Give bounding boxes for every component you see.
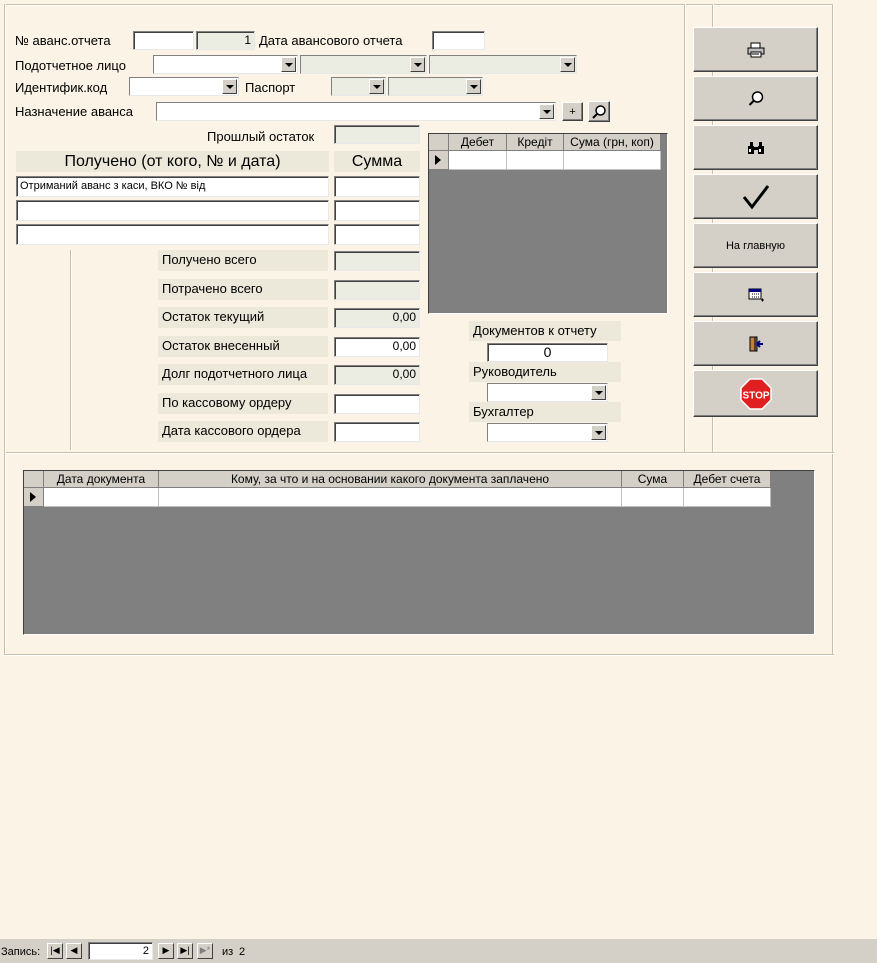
accountable-select[interactable]: [153, 55, 298, 74]
received-row-2-text[interactable]: [16, 200, 329, 221]
frame-bottom-line: [4, 654, 834, 656]
report-no-field[interactable]: [133, 31, 194, 50]
balance-current-field: 0,00: [334, 308, 420, 328]
doc-debit-account-cell[interactable]: [684, 488, 771, 507]
next-record-button[interactable]: ▶: [158, 943, 174, 959]
purpose-label: Назначение аванса: [15, 104, 133, 119]
frame-left-line: [4, 4, 6, 656]
magnifier-icon: [747, 90, 765, 108]
record-navigator: [0, 939, 877, 963]
frame-divider: [684, 4, 686, 454]
confirm-button[interactable]: [693, 174, 818, 219]
doc-grid-header-corner: [24, 471, 44, 488]
spent-total-label: Потрачено всего: [158, 279, 328, 300]
received-total-field: [334, 251, 420, 271]
first-record-button[interactable]: |◀: [47, 943, 63, 959]
grid-header-corner: [429, 134, 449, 151]
current-row-icon: [435, 155, 441, 165]
received-total-label: Получено всего: [158, 250, 328, 271]
received-row-2-sum[interactable]: [334, 200, 420, 221]
prev-record-button[interactable]: ◀: [66, 943, 82, 959]
frame-mid-line: [4, 452, 834, 454]
new-record-button[interactable]: ▶*: [197, 943, 213, 959]
cash-order-label: По кассовому ордеру: [158, 393, 328, 414]
balance-paid-label: Остаток внесенный: [158, 336, 328, 357]
cash-order-date-label: Дата кассового ордера: [158, 421, 328, 442]
chevron-down-icon[interactable]: [222, 79, 237, 94]
passport-number-select[interactable]: [388, 77, 483, 96]
binoculars-icon: [747, 140, 765, 156]
doc-sum-cell[interactable]: [622, 488, 684, 507]
entries-grid[interactable]: [428, 133, 668, 314]
frame-top-line: [4, 4, 834, 6]
received-row-1-text[interactable]: Отриманий аванс з каси, ВКО № від: [16, 176, 329, 197]
grid-header-debit[interactable]: Дебет: [449, 134, 507, 151]
search-icon: [591, 104, 607, 120]
chevron-down-icon[interactable]: [539, 104, 554, 119]
received-row-3-text[interactable]: [16, 224, 329, 245]
calendar-icon: [747, 287, 765, 303]
spent-total-field: [334, 280, 420, 300]
record-label: Запись:: [1, 946, 41, 958]
checkmark-icon: [742, 184, 770, 210]
find-button[interactable]: [693, 125, 818, 170]
calendar-button[interactable]: [693, 272, 818, 317]
chevron-down-icon[interactable]: [369, 79, 384, 94]
cash-order-field[interactable]: [334, 394, 420, 414]
doc-row-selector[interactable]: [24, 488, 44, 507]
documents-grid[interactable]: [23, 470, 815, 635]
exit-button[interactable]: [693, 321, 818, 366]
doc-date-cell[interactable]: [44, 488, 159, 507]
add-purpose-button[interactable]: +: [562, 102, 583, 121]
accountant-select[interactable]: [487, 423, 608, 442]
passport-series-select[interactable]: [331, 77, 386, 96]
head-select[interactable]: [487, 383, 608, 402]
chevron-down-icon[interactable]: [281, 57, 296, 72]
doc-header-sum[interactable]: Сума: [622, 471, 684, 488]
home-button[interactable]: [693, 223, 818, 268]
prev-balance-label: Прошлый остаток: [207, 129, 315, 144]
record-total: 2: [239, 946, 246, 958]
stop-sign-label: STOP: [741, 390, 770, 401]
head-label: Руководитель: [469, 362, 621, 382]
received-header: Получено (от кого, № и дата): [16, 151, 329, 172]
chevron-down-icon[interactable]: [591, 425, 606, 440]
balance-current-label: Остаток текущий: [158, 307, 328, 328]
chevron-down-icon[interactable]: [591, 385, 606, 400]
docs-count-field[interactable]: 0: [487, 343, 608, 362]
sum-header: Сумма: [334, 151, 420, 172]
accountant-label: Бухгалтер: [469, 402, 621, 422]
docs-count-label: Документов к отчету: [469, 321, 621, 341]
report-date-field[interactable]: [432, 31, 485, 50]
doc-description-cell[interactable]: [159, 488, 622, 507]
report-no-label: № аванс.отчета: [15, 33, 111, 48]
stop-sign-icon: [740, 378, 772, 410]
accountable-select-2[interactable]: [300, 55, 427, 74]
record-number-field[interactable]: 2: [88, 942, 153, 960]
search-purpose-button[interactable]: [588, 101, 610, 122]
id-code-select[interactable]: [129, 77, 239, 96]
preview-button[interactable]: [693, 76, 818, 121]
id-code-label: Идентифик.код: [15, 80, 108, 95]
debt-field: 0,00: [334, 365, 420, 385]
grid-header-credit[interactable]: Кредіт: [507, 134, 564, 151]
balance-paid-field[interactable]: 0,00: [334, 337, 420, 357]
entry-sum-cell[interactable]: [564, 151, 661, 170]
entry-debit-cell[interactable]: [449, 151, 507, 170]
current-row-icon: [30, 492, 36, 502]
chevron-down-icon[interactable]: [466, 79, 481, 94]
last-record-button[interactable]: ▶|: [177, 943, 193, 959]
purpose-select[interactable]: [156, 102, 556, 121]
doc-header-date[interactable]: Дата документа: [44, 471, 159, 488]
printer-icon: [747, 42, 765, 58]
cash-order-date-field[interactable]: [334, 422, 420, 442]
passport-label: Паспорт: [245, 80, 296, 95]
door-exit-icon: [747, 335, 765, 353]
frame-far-right: [832, 4, 834, 656]
chevron-down-icon[interactable]: [560, 57, 575, 72]
grid-header-sum[interactable]: Сума (грн, коп): [564, 134, 661, 151]
doc-header-description[interactable]: Кому, за что и на основании какого документа заплачено: [159, 471, 622, 488]
received-row-3-sum[interactable]: [334, 224, 420, 245]
chevron-down-icon[interactable]: [410, 57, 425, 72]
home-button-label: На главную: [725, 239, 786, 252]
accountable-select-3[interactable]: [429, 55, 577, 74]
report-seq-field: 1: [196, 31, 255, 50]
inner-left-line: [70, 250, 72, 450]
of-label: из: [222, 946, 234, 958]
doc-header-debit-account[interactable]: Дебет счета: [684, 471, 771, 488]
stop-button[interactable]: [693, 370, 818, 417]
accountable-label: Подотчетное лицо: [15, 58, 126, 73]
received-row-1-sum[interactable]: [334, 176, 420, 197]
print-button[interactable]: [693, 27, 818, 72]
entry-credit-cell[interactable]: [507, 151, 564, 170]
prev-balance-field: [334, 125, 420, 144]
report-date-label: Дата авансового отчета: [259, 33, 403, 48]
row-selector[interactable]: [429, 151, 449, 170]
debt-label: Долг подотчетного лица: [158, 364, 328, 385]
